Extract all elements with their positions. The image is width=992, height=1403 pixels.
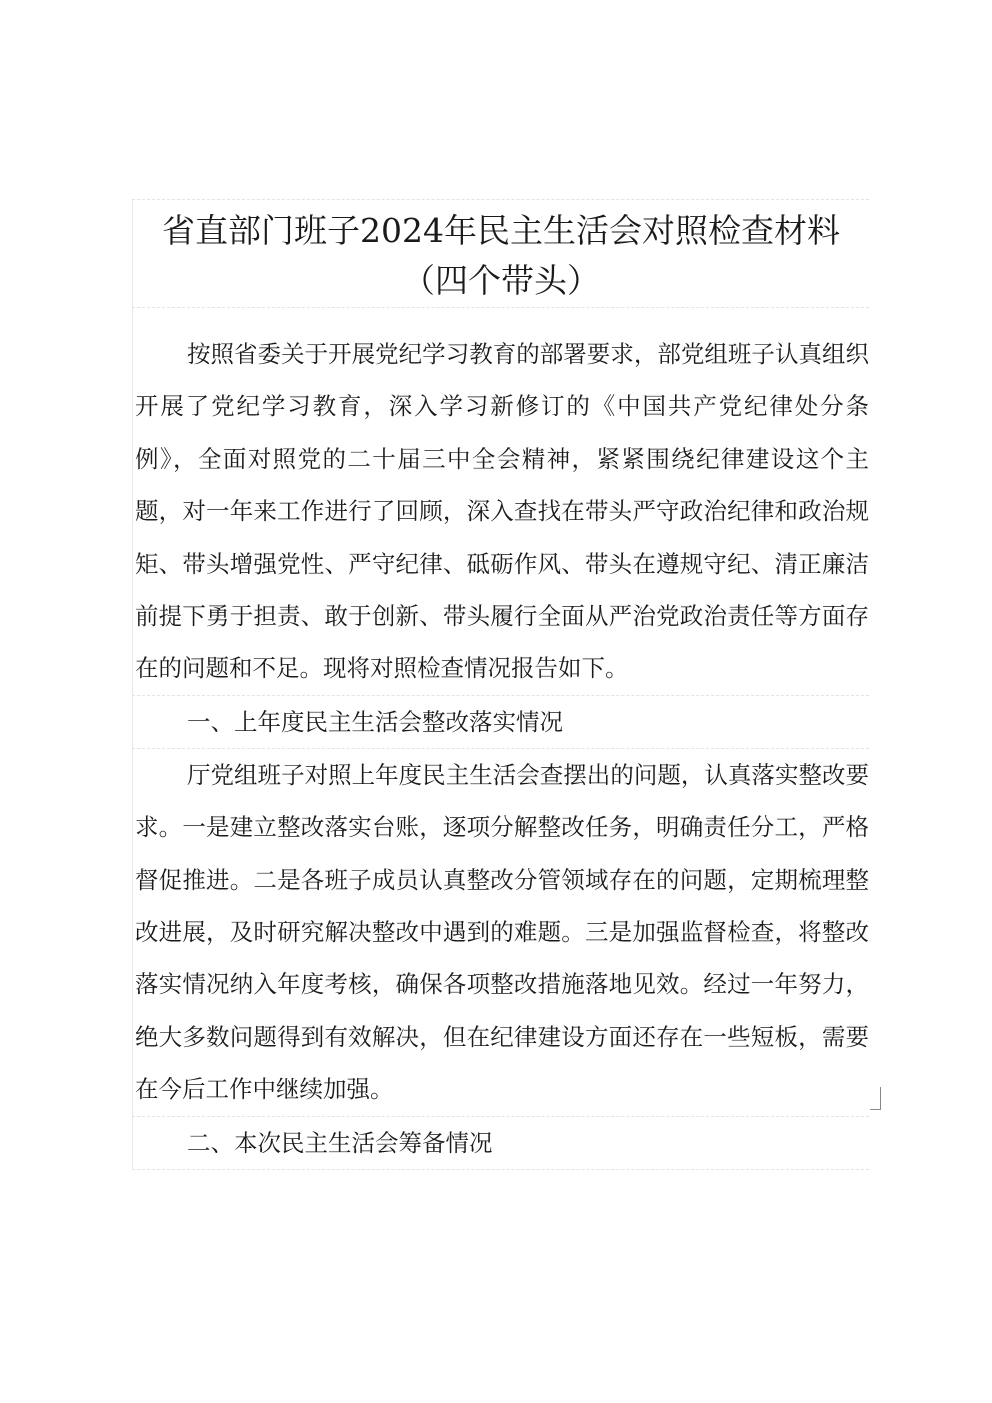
section1-paragraph: 厅党组班子对照上年度民主生活会查摆出的问题，认真落实整改要求。一是建立整改落实台账，逐项分解整改任务，明确责任分工，严格督促推进。二是各班子成员认真整改分管领域存在的问题，定期梳理整改进展，及时研究解决整改中遇到的难题。三是加强监督检查，将整改落实情况纳入年度考核，确保各项整改措施落地见效。经过一年努力，绝大多数问题得到有效解决，但在纪律建设方面还存在一些短板，需要在今后工作中继续加强。 bbox=[135, 760, 869, 1104]
intro-paragraph: 按照省委关于开展党纪学习教育的部署要求，部党组班子认真组织开展了党纪学习教育，深入学习新修订的《中国共产党纪律处分条例》，全面对照党的二十届三中全会精神，紧紧围绕纪律建设这个主题，对一年来工作进行了回顾，深入查找在带头严守政治纪律和政治规矩、带头增强党性、严守纪律、砥砺作风、带头在遵规守纪、清正廉洁前提下勇于担责、敢于创新、带头履行全面从严治党政治责任等方面存在的问题和不足。现将对照检查情况报告如下。 bbox=[135, 340, 869, 683]
section1-heading: 一、上年度民主生活会整改落实情况 bbox=[187, 707, 563, 736]
paragraph-end-mark bbox=[870, 1087, 881, 1110]
title-line-2: （四个带头） bbox=[402, 261, 600, 300]
section2-heading: 二、本次民主生活会筹备情况 bbox=[187, 1128, 493, 1157]
title-line-1: 省直部门班子2024年民主生活会对照检查材料 bbox=[162, 211, 840, 250]
section1-body-block bbox=[132, 748, 869, 1116]
section2-heading-block bbox=[132, 1116, 869, 1170]
document-body bbox=[132, 199, 869, 1170]
section1-heading-block bbox=[132, 695, 869, 748]
document-title bbox=[133, 200, 869, 307]
title-block bbox=[132, 199, 869, 307]
intro-block bbox=[132, 307, 869, 695]
